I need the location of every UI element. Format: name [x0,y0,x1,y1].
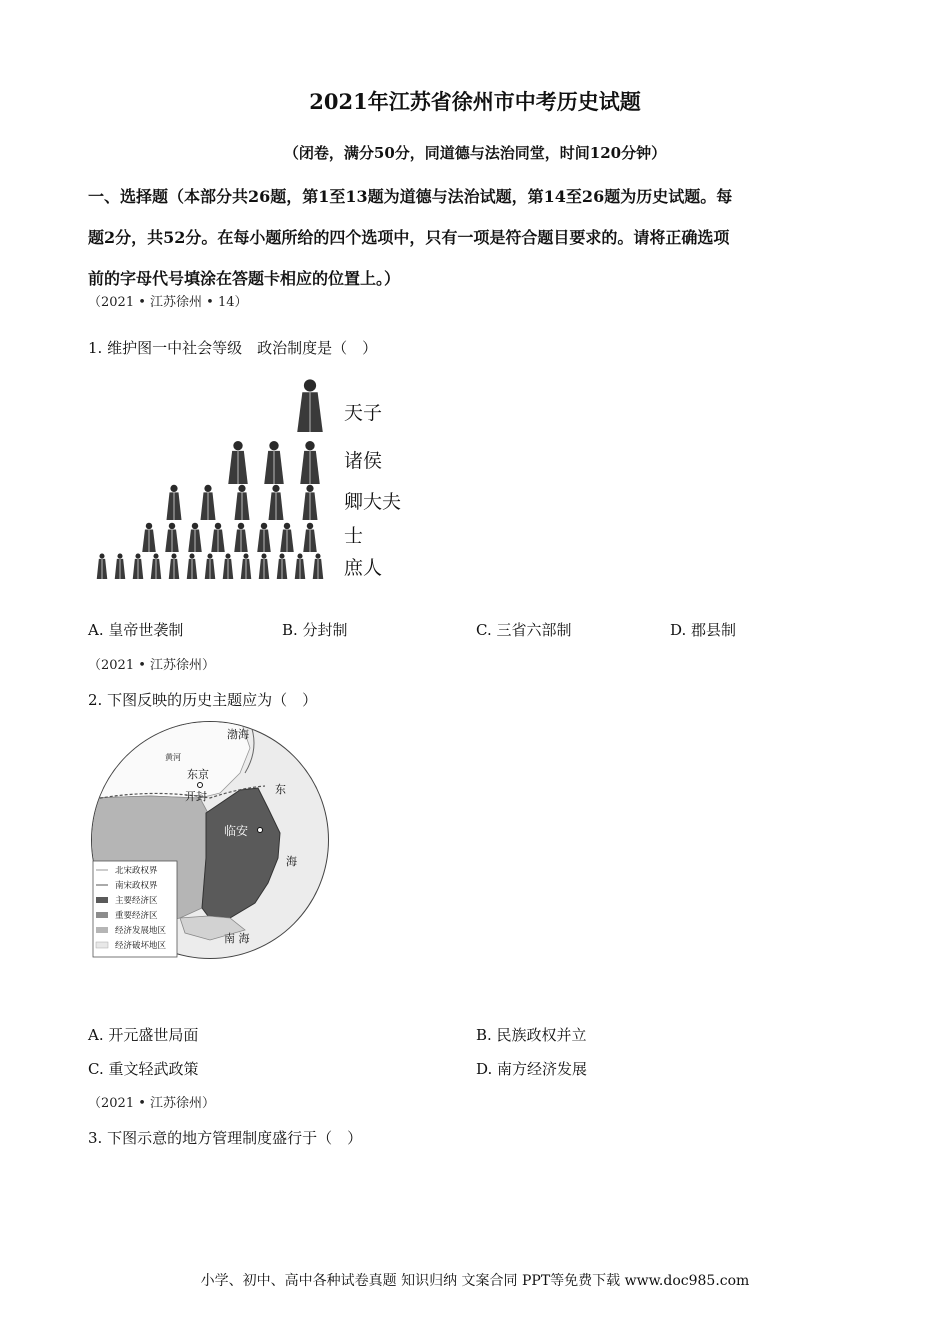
social-hierarchy-figure [88,375,428,585]
q2-stem: 2. 下图反映的历史主题应为（ ） [88,691,318,709]
q2-option-b[interactable]: B. 民族政权并立 [476,1026,587,1044]
level-label-shuren: 庶人 [344,557,383,579]
figure-level-3-5 [257,523,271,552]
q2-source: （2021 • 江苏徐州） [88,658,216,673]
section-line-2: 题2分，共52分。在每小题所给的四个选项中，只有一项是符合题目要求的。请将正确选项 [88,228,730,247]
figure-level-4-4 [169,554,180,579]
legend-item-6: 经济破坏地区 [115,941,167,951]
q3-source: （2021 • 江苏徐州） [88,1096,216,1111]
figure-level-4-10 [277,554,288,579]
level-label-tianzi: 天子 [344,402,383,424]
figure-level-1-0 [228,441,248,484]
figure-level-4-11 [295,554,306,579]
label-huanghe: 黄河 [165,753,181,762]
label-dongjing: 东京 [187,768,209,781]
figure-level-3-7 [303,523,317,552]
label-linan: 临安 [224,824,249,838]
q2-option-d[interactable]: D. 南方经济发展 [476,1060,588,1078]
q1-option-d[interactable]: D. 郡县制 [670,621,737,639]
legend-item-1: 北宋政权界 [115,866,158,876]
figure-level-4-2 [133,554,144,579]
legend-item-4: 重要经济区 [115,911,158,921]
q1-option-a[interactable]: A. 皇帝世袭制 [88,621,184,639]
figure-level-4-0 [97,554,108,579]
legend-item-5: 经济发展地区 [115,926,167,936]
level-label-shi: 士 [344,525,364,547]
figure-level-3-3 [211,523,225,552]
label-bohai: 渤海 [227,728,249,741]
figure-level-4-8 [241,554,252,579]
q1-option-c[interactable]: C. 三省六部制 [476,621,572,639]
figure-level-2-0 [167,485,182,520]
label-dong: 东 [275,783,286,796]
kaifeng-dot [198,783,203,788]
figure-level-4-7 [223,554,234,579]
figure-level-4-5 [187,554,198,579]
label-hai: 海 [286,855,297,868]
figure-level-1-2 [300,441,320,484]
section-line-1: 一、选择题（本部分共26题，第1至13题为道德与法治试题，第14至26题为历史试题。每 [88,187,733,206]
figure-level-3-6 [280,523,294,552]
level-label-qingdafu: 卿大夫 [344,491,402,513]
linan-dot [258,828,263,833]
figure-level-2-3 [269,485,284,520]
figure-level-4-9 [259,554,270,579]
map-legend [93,861,177,957]
q2-option-a[interactable]: A. 开元盛世局面 [88,1026,199,1044]
q1-stem: 1. 维护图一中社会等级 政治制度是（ ） [88,339,378,357]
q1-option-b[interactable]: B. 分封制 [282,621,348,639]
q3-stem: 3. 下图示意的地方管理制度盛行于（ ） [88,1129,363,1147]
song-economy-map [90,718,330,963]
page-footer: 小学、初中、高中各种试卷真题 知识归纳 文案合同 PPT等免费下载 www.doc985.com [200,1273,750,1289]
level-label-zhuhou: 诸侯 [344,450,383,472]
figure-level-1-1 [264,441,284,484]
q2-option-c[interactable]: C. 重文轻武政策 [88,1060,199,1078]
figure-level-3-0 [142,523,156,552]
figure-level-4-12 [313,554,324,579]
exam-info: （闭卷，满分50分，同道德与法治同堂，时间120分钟） [283,144,667,162]
figure-level-0-0 [297,379,323,432]
section-instructions [88,176,868,299]
figure-level-3-2 [188,523,202,552]
figure-level-2-2 [235,485,250,520]
section-line-3: 前的字母代号填涂在答题卡相应的位置上。） [88,269,401,288]
legend-item-3: 主要经济区 [115,896,158,906]
figure-level-4-1 [115,554,126,579]
figure-level-2-1 [201,485,216,520]
figure-level-3-4 [234,523,248,552]
q1-source: （2021 • 江苏徐州 • 14） [88,295,248,310]
figure-level-3-1 [165,523,179,552]
figure-level-4-3 [151,554,162,579]
label-nanhai: 南 海 [224,932,250,945]
legend-item-2: 南宋政权界 [115,881,158,891]
label-kaifeng: 开封 [185,790,207,803]
figure-level-2-4 [303,485,318,520]
figure-level-4-6 [205,554,216,579]
page-title: 2021年江苏省徐州市中考历史试题 [309,89,641,114]
